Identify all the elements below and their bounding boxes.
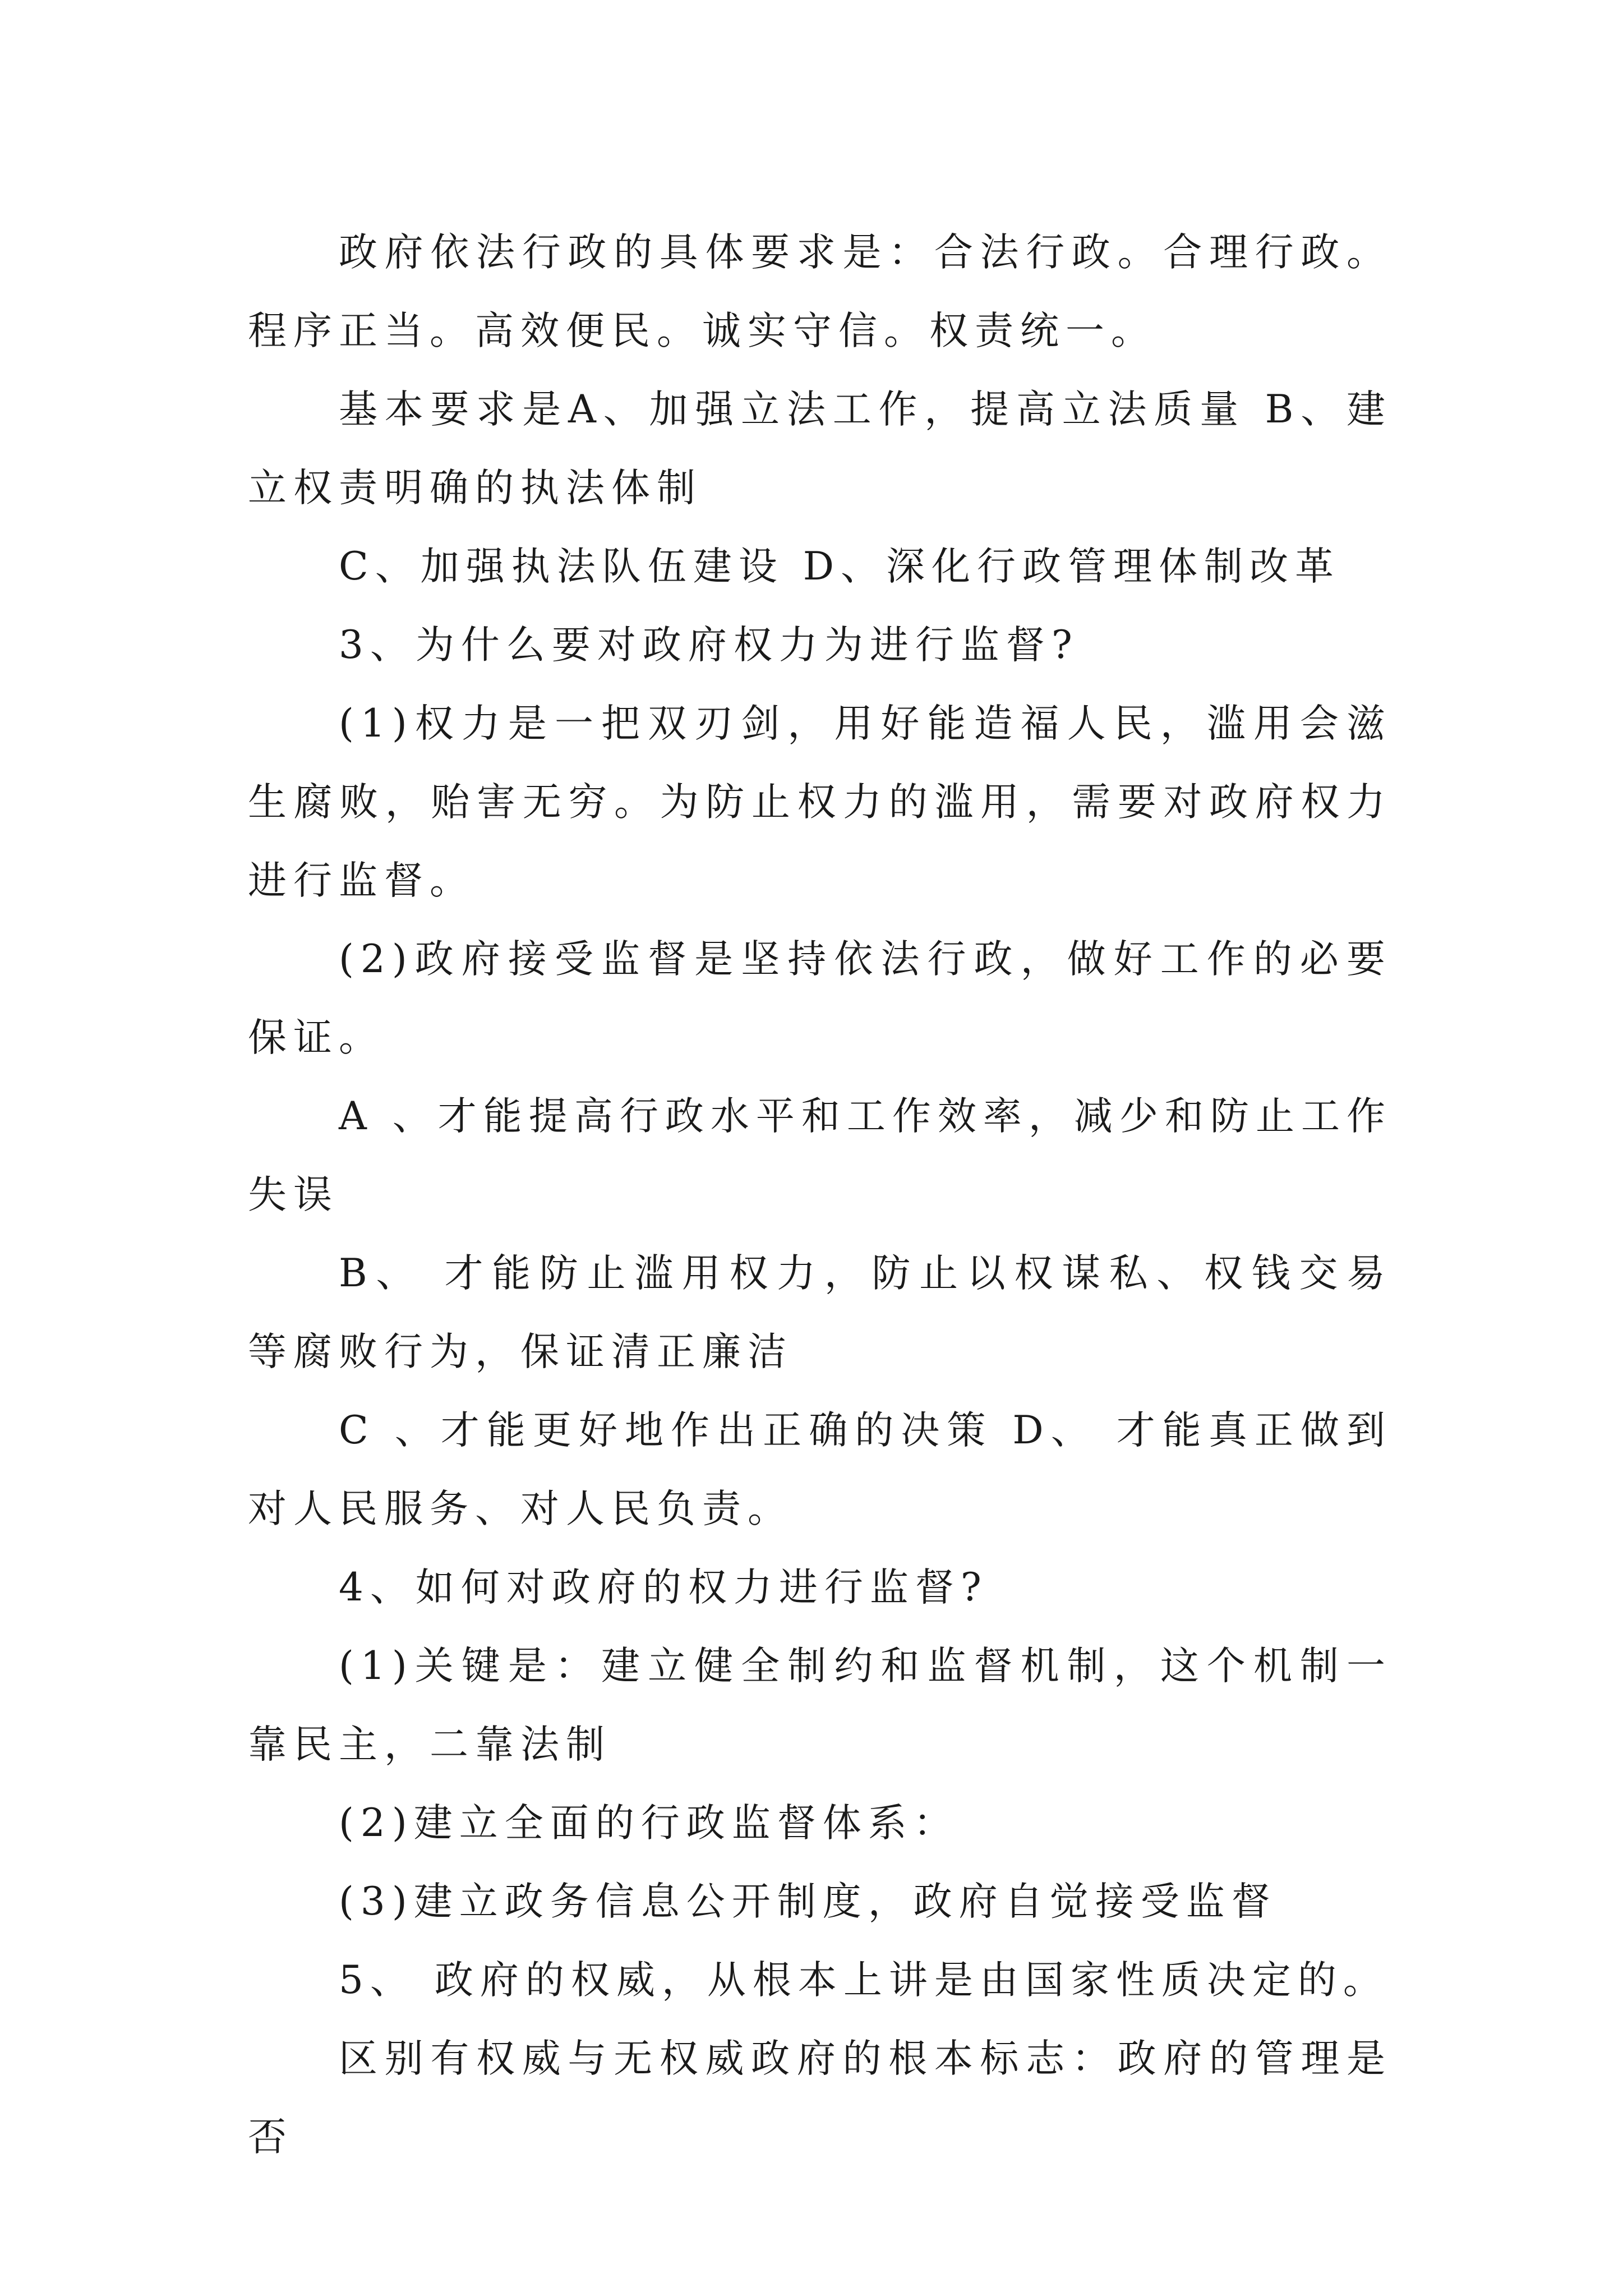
question-5-heading: 5、 政府的权威，从根本上讲是由国家性质决定的。: [339, 1958, 1389, 2003]
document-body: [248, 213, 1392, 2177]
paragraph-3-item-cd: C 、才能更好地作出正确的决策 D、 才能真正做到对人民服务、对人民负责。: [248, 1408, 1392, 1531]
question-3-heading: 3、为什么要对政府权力为进行监督?: [339, 623, 1079, 668]
paragraph-4-point-3: (3)建立政务信息公开制度，政府自觉接受监督: [339, 1879, 1277, 1924]
paragraph-4-point-2: (2)建立全面的行政监督体系：: [339, 1801, 959, 1846]
paragraph-basic-requirements-cd: C、加强执法队伍建设 D、深化行政管理体制改革: [339, 544, 1341, 589]
paragraph-3-point-1: (1)权力是一把双刃剑，用好能造福人民，滥用会滋生腐败，贻害无穷。为防止权力的滥用，需要对政府权力进行监督。: [248, 701, 1392, 903]
paragraph-3-item-b: B、 才能防止滥用权力，防止以权谋私、权钱交易等腐败行为，保证清正廉洁: [248, 1251, 1392, 1374]
question-4-heading: 4、如何对政府的权力进行监督?: [339, 1565, 988, 1610]
paragraph-3-item-a: A 、才能提高行政水平和工作效率，减少和防止工作失误: [248, 1094, 1392, 1217]
paragraph-3-point-2: (2)政府接受监督是坚持依法行政，做好工作的必要保证。: [248, 937, 1392, 1060]
paragraph-requirements: 政府依法行政的具体要求是：合法行政。合理行政。程序正当。高效便民。诚实守信。权责统一。: [248, 230, 1392, 353]
paragraph-4-point-1: (1)关键是：建立健全制约和监督机制，这个机制一靠民主，二靠法制: [248, 1644, 1392, 1767]
paragraph-5-distinction: 区别有权威与无权威政府的根本标志：政府的管理是否: [248, 2036, 1392, 2160]
paragraph-basic-requirements-ab: 基本要求是A、加强立法工作，提高立法质量 B、建立权责明确的执法体制: [248, 387, 1392, 510]
